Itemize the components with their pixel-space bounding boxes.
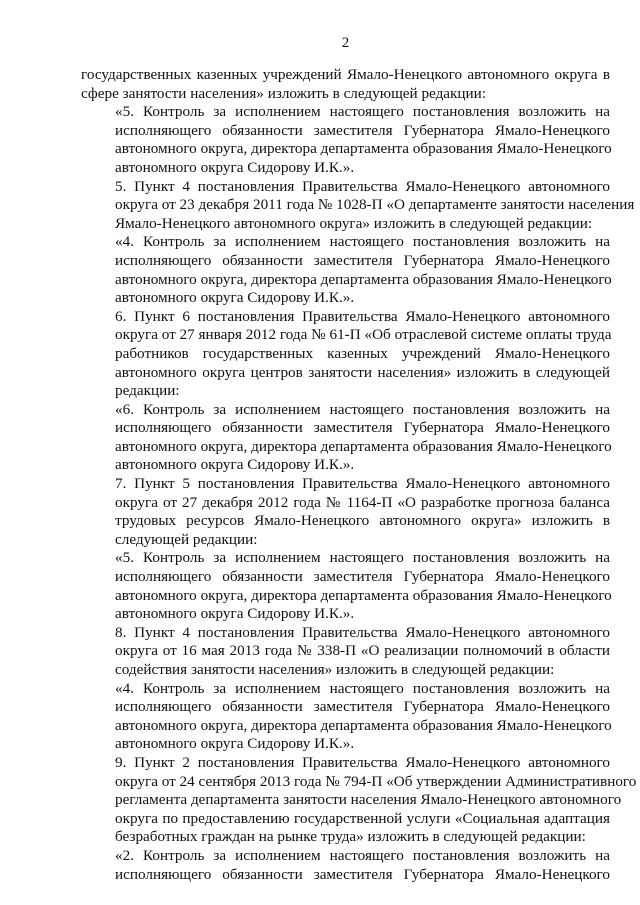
paragraph [81, 549, 610, 623]
text-line: исполняющего обязанности заместителя Губернатора Ямало-Ненецкого [115, 698, 610, 716]
text-line: 8. Пункт 4 постановления Правительства Ямало-Ненецкого автономного [115, 623, 610, 641]
text-line: 9. Пункт 2 постановления Правительства Ямало-Ненецкого автономного [115, 753, 610, 771]
text-line: исполняющего обязанности заместителя Губернатора Ямало-Ненецкого [115, 568, 610, 586]
text-line: сфере занятости населения» изложить в следующей редакции: [81, 84, 487, 102]
text-line: государственных казенных учреждений Ямало-Ненецкого автономного округа в [81, 66, 610, 83]
text-line: округа от 27 января 2012 года № 61-П «Об отраслевой системе оплаты труда [115, 326, 612, 344]
text-line: 5. Пункт 4 постановления Правительства Ямало-Ненецкого автономного [115, 177, 610, 195]
paragraph [81, 753, 637, 847]
text-line: «6. Контроль за исполнением настоящего постановления возложить на [115, 400, 610, 418]
text-line: «5. Контроль за исполнением настоящего постановления возложить на [115, 103, 610, 121]
text-line: автономного округа центров занятости населения» изложить в следующей [115, 363, 610, 381]
paragraph [81, 624, 610, 680]
text-line: округа по предоставлению государственной услуги «Социальная адаптация [115, 809, 610, 827]
text-line: «2. Контроль за исполнением настоящего постановления возложить на [115, 846, 610, 864]
text-line: «4. Контроль за исполнением настоящего постановления возложить на [115, 679, 610, 697]
text-line: автономного округа, директора департамента образования Ямало-Ненецкого [115, 716, 612, 734]
paragraph [81, 308, 610, 401]
text-line: автономного округа, директора департамента образования Ямало-Ненецкого [115, 586, 612, 604]
paragraph [81, 66, 610, 103]
text-line: автономного округа, директора департамента образования Ямало-Ненецкого [115, 437, 612, 455]
text-line: округа от 16 мая 2013 года № 338-П «О реализации полномочий в области [115, 642, 610, 660]
paragraph [81, 680, 610, 754]
text-line: автономного округа, директора департамента образования Ямало-Ненецкого [115, 140, 612, 158]
text-line: автономного округа Сидорову И.К.». [115, 735, 355, 753]
text-line: следующей редакции: [115, 530, 258, 548]
text-line: автономного округа, директора департамента образования Ямало-Ненецкого [115, 270, 612, 288]
text-line: «5. Контроль за исполнением настоящего постановления возложить на [115, 549, 610, 567]
text-line: работников государственных казенных учреждений Ямало-Ненецкого [115, 344, 610, 362]
text-line: исполняющего обязанности заместителя Губернатора Ямало-Ненецкого [115, 419, 610, 437]
text-line: округа от 23 декабря 2011 года № 1028-П «О департаменте занятости населения [115, 196, 635, 214]
text-line: Ямало-Ненецкого автономного округа» изложить в следующей редакции: [115, 214, 593, 232]
text-line: содействия занятости населения» изложить в следующей редакции: [115, 661, 555, 678]
text-line: округа от 24 сентября 2013 года № 794-П «Об утверждении Административного [115, 772, 637, 790]
text-line: автономного округа Сидорову И.К.». [115, 456, 355, 474]
paragraph [81, 233, 610, 307]
text-line: исполняющего обязанности заместителя Губернатора Ямало-Ненецкого [115, 121, 610, 139]
text-line: редакции: [115, 382, 180, 400]
paragraph [81, 847, 610, 884]
document-body [81, 66, 637, 884]
text-line: «4. Контроль за исполнением настоящего постановления возложить на [115, 233, 610, 251]
paragraph [81, 103, 610, 177]
text-line: округа от 27 декабря 2012 года № 1164-П «О разработке прогноза баланса [115, 493, 610, 511]
paragraph [81, 475, 610, 549]
paragraph [81, 177, 635, 234]
text-line: трудовых ресурсов Ямало-Ненецкого автономного округа» изложить в [115, 512, 610, 530]
text-line: регламента департамента занятости населения Ямало-Ненецкого автономного [115, 791, 622, 809]
text-line: автономного округа Сидорову И.К.». [115, 158, 355, 176]
text-line: автономного округа Сидорову И.К.». [115, 289, 355, 307]
page-number: 2 [341, 35, 350, 51]
text-line: безработных граждан на рынке труда» изложить в следующей редакции: [115, 828, 586, 846]
text-line: автономного округа Сидорову И.К.». [115, 605, 355, 623]
text-line: 6. Пункт 6 постановления Правительства Ямало-Ненецкого автономного [115, 307, 610, 325]
text-line: исполняющего обязанности заместителя Губернатора Ямало-Ненецкого [115, 251, 610, 269]
text-line: исполняющего обязанности заместителя Губернатора Ямало-Ненецкого [115, 865, 610, 883]
text-line: 7. Пункт 5 постановления Правительства Ямало-Ненецкого автономного [115, 475, 610, 493]
paragraph [81, 401, 610, 475]
